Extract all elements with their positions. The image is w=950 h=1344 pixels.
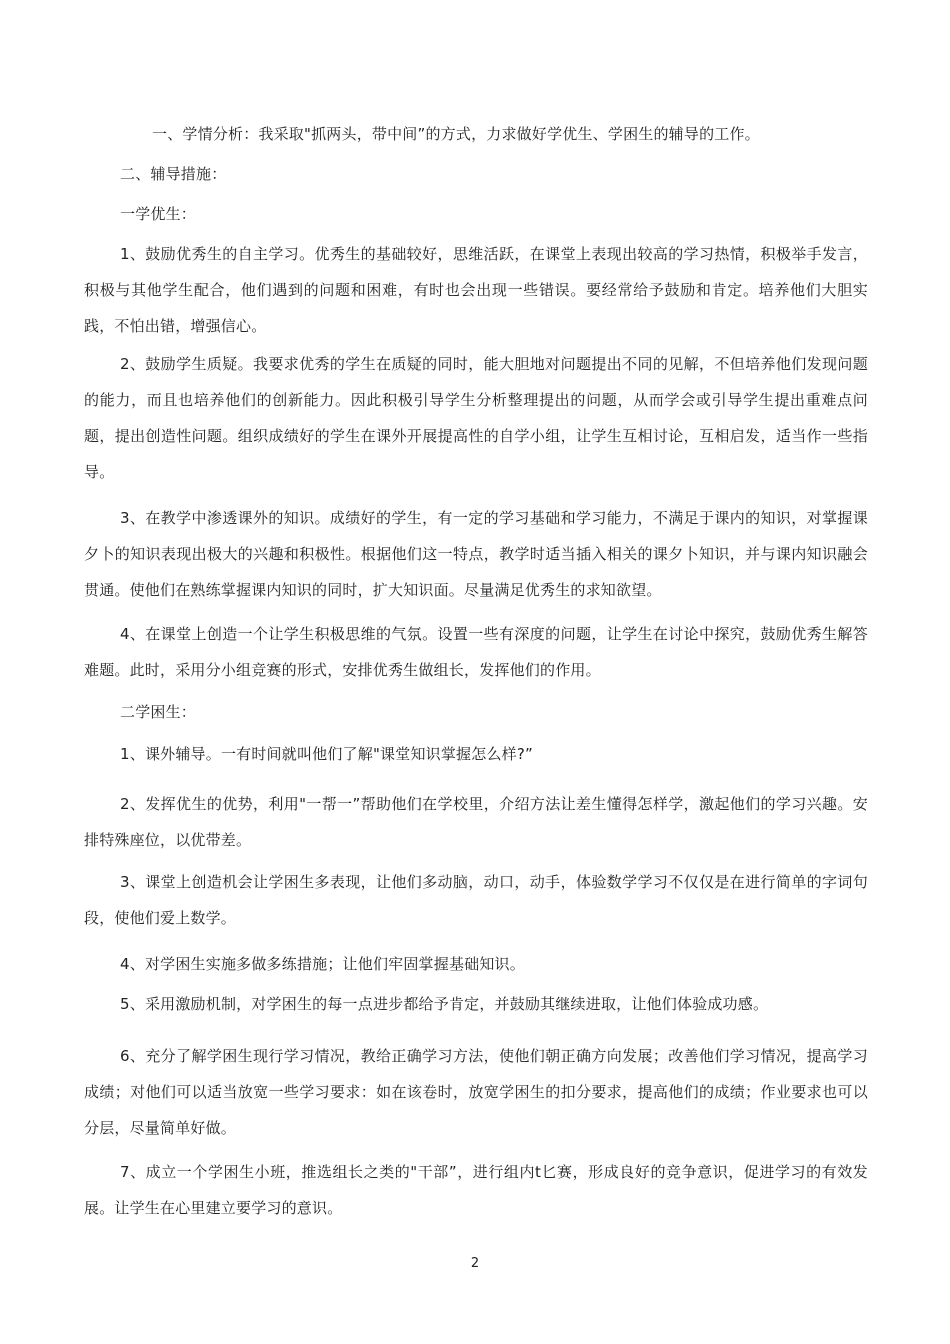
paragraph-struggling-5: 5、采用激励机制，对学困生的每一点进步都给予肯定，并鼓励其继续进取，让他们体验成功感。 xyxy=(120,995,769,1013)
paragraph-struggling-2: 2、发挥优生的优势，利用"一帮一”帮助他们在学校里，介绍方法让差生懂得怎样学，激起他们的学习兴趣。安排特殊座位，以优带差。 xyxy=(84,795,868,849)
paragraph-top-4: 4、在课堂上创造一个让学生积极思维的气氛。设置一些有深度的问题，让学生在讨论中探究，鼓励优秀生解答难题。此时，采用分小组竞赛的形式，安排优秀生做组长，发挥他们的作用。 xyxy=(84,625,868,679)
paragraph-struggling-1: 1、课外辅导。一有时间就叫他们了解"课堂知识掌握怎么样?” xyxy=(120,745,533,763)
paragraph-struggling-3: 3、课堂上创造机会让学困生多表现，让他们多动脑，动口，动手，体验数学学习不仅仅是在进行简单的字词句段，使他们爱上数学。 xyxy=(84,873,868,927)
heading-top-students: 一学优生： xyxy=(120,205,197,223)
heading-measures: 二、辅导措施： xyxy=(120,165,227,183)
paragraph-top-2: 2、鼓励学生质疑。我要求优秀的学生在质疑的同时，能大胆地对问题提出不同的见解，不但培养他们发现问题的能力，而且也培养他们的创新能力。因此积极引导学生分析整理提出的问题，从而学会或引导学生提出重难点问题，提出创造性问题。组织成绩好的学生在课外开展提高性的自学小组，让学生互相讨论，互相启发，适当作一些指导。 xyxy=(84,355,868,481)
paragraph-top-1: 1、鼓励优秀生的自主学习。优秀生的基础较好，思维活跃，在课堂上表现出较高的学习热情，积极举手发言，积极与其他学生配合，他们遇到的问题和困难，有时也会出现一些错误。要经常给予鼓励和肯定。培养他们大胆实践，不怕出错，增强信心。 xyxy=(84,245,868,335)
page-number: 2 xyxy=(470,1256,480,1271)
paragraph-struggling-4: 4、对学困生实施多做多练措施；让他们牢固掌握基础知识。 xyxy=(120,955,525,973)
paragraph-top-3: 3、在教学中渗透课外的知识。成绩好的学生，有一定的学习基础和学习能力，不满足于课内的知识，对掌握课夕卜的知识表现出极大的兴趣和积极性。根据他们这一特点，教学时适当插入相关的课夕卜知识，并与课内知识融会贯通。使他们在熟练掌握课内知识的同时，扩大知识面。尽量满足优秀生的求知欲望。 xyxy=(84,509,868,599)
heading-struggling-students: 二学困生： xyxy=(120,703,197,721)
paragraph-struggling-7: 7、成立一个学困生小班，推选组长之类的"干部”，进行组内t匕赛，形成良好的竞争意识，促进学习的有效发展。让学生在心里建立要学习的意识。 xyxy=(84,1163,868,1217)
paragraph-struggling-6: 6、充分了解学困生现行学习情况，教给正确学习方法，使他们朝正确方向发展；改善他们学习情况，提高学习成绩；对他们可以适当放宽一些学习要求：如在该卷时，放宽学困生的扣分要求，提高他们的成绩；作业要求也可以分层，尽量简单好做。 xyxy=(84,1047,868,1137)
paragraph-situation-analysis: 一、学情分析：我采取"抓两头，带中间”的方式，力求做好学优生、学困生的辅导的工作。 xyxy=(152,125,760,143)
